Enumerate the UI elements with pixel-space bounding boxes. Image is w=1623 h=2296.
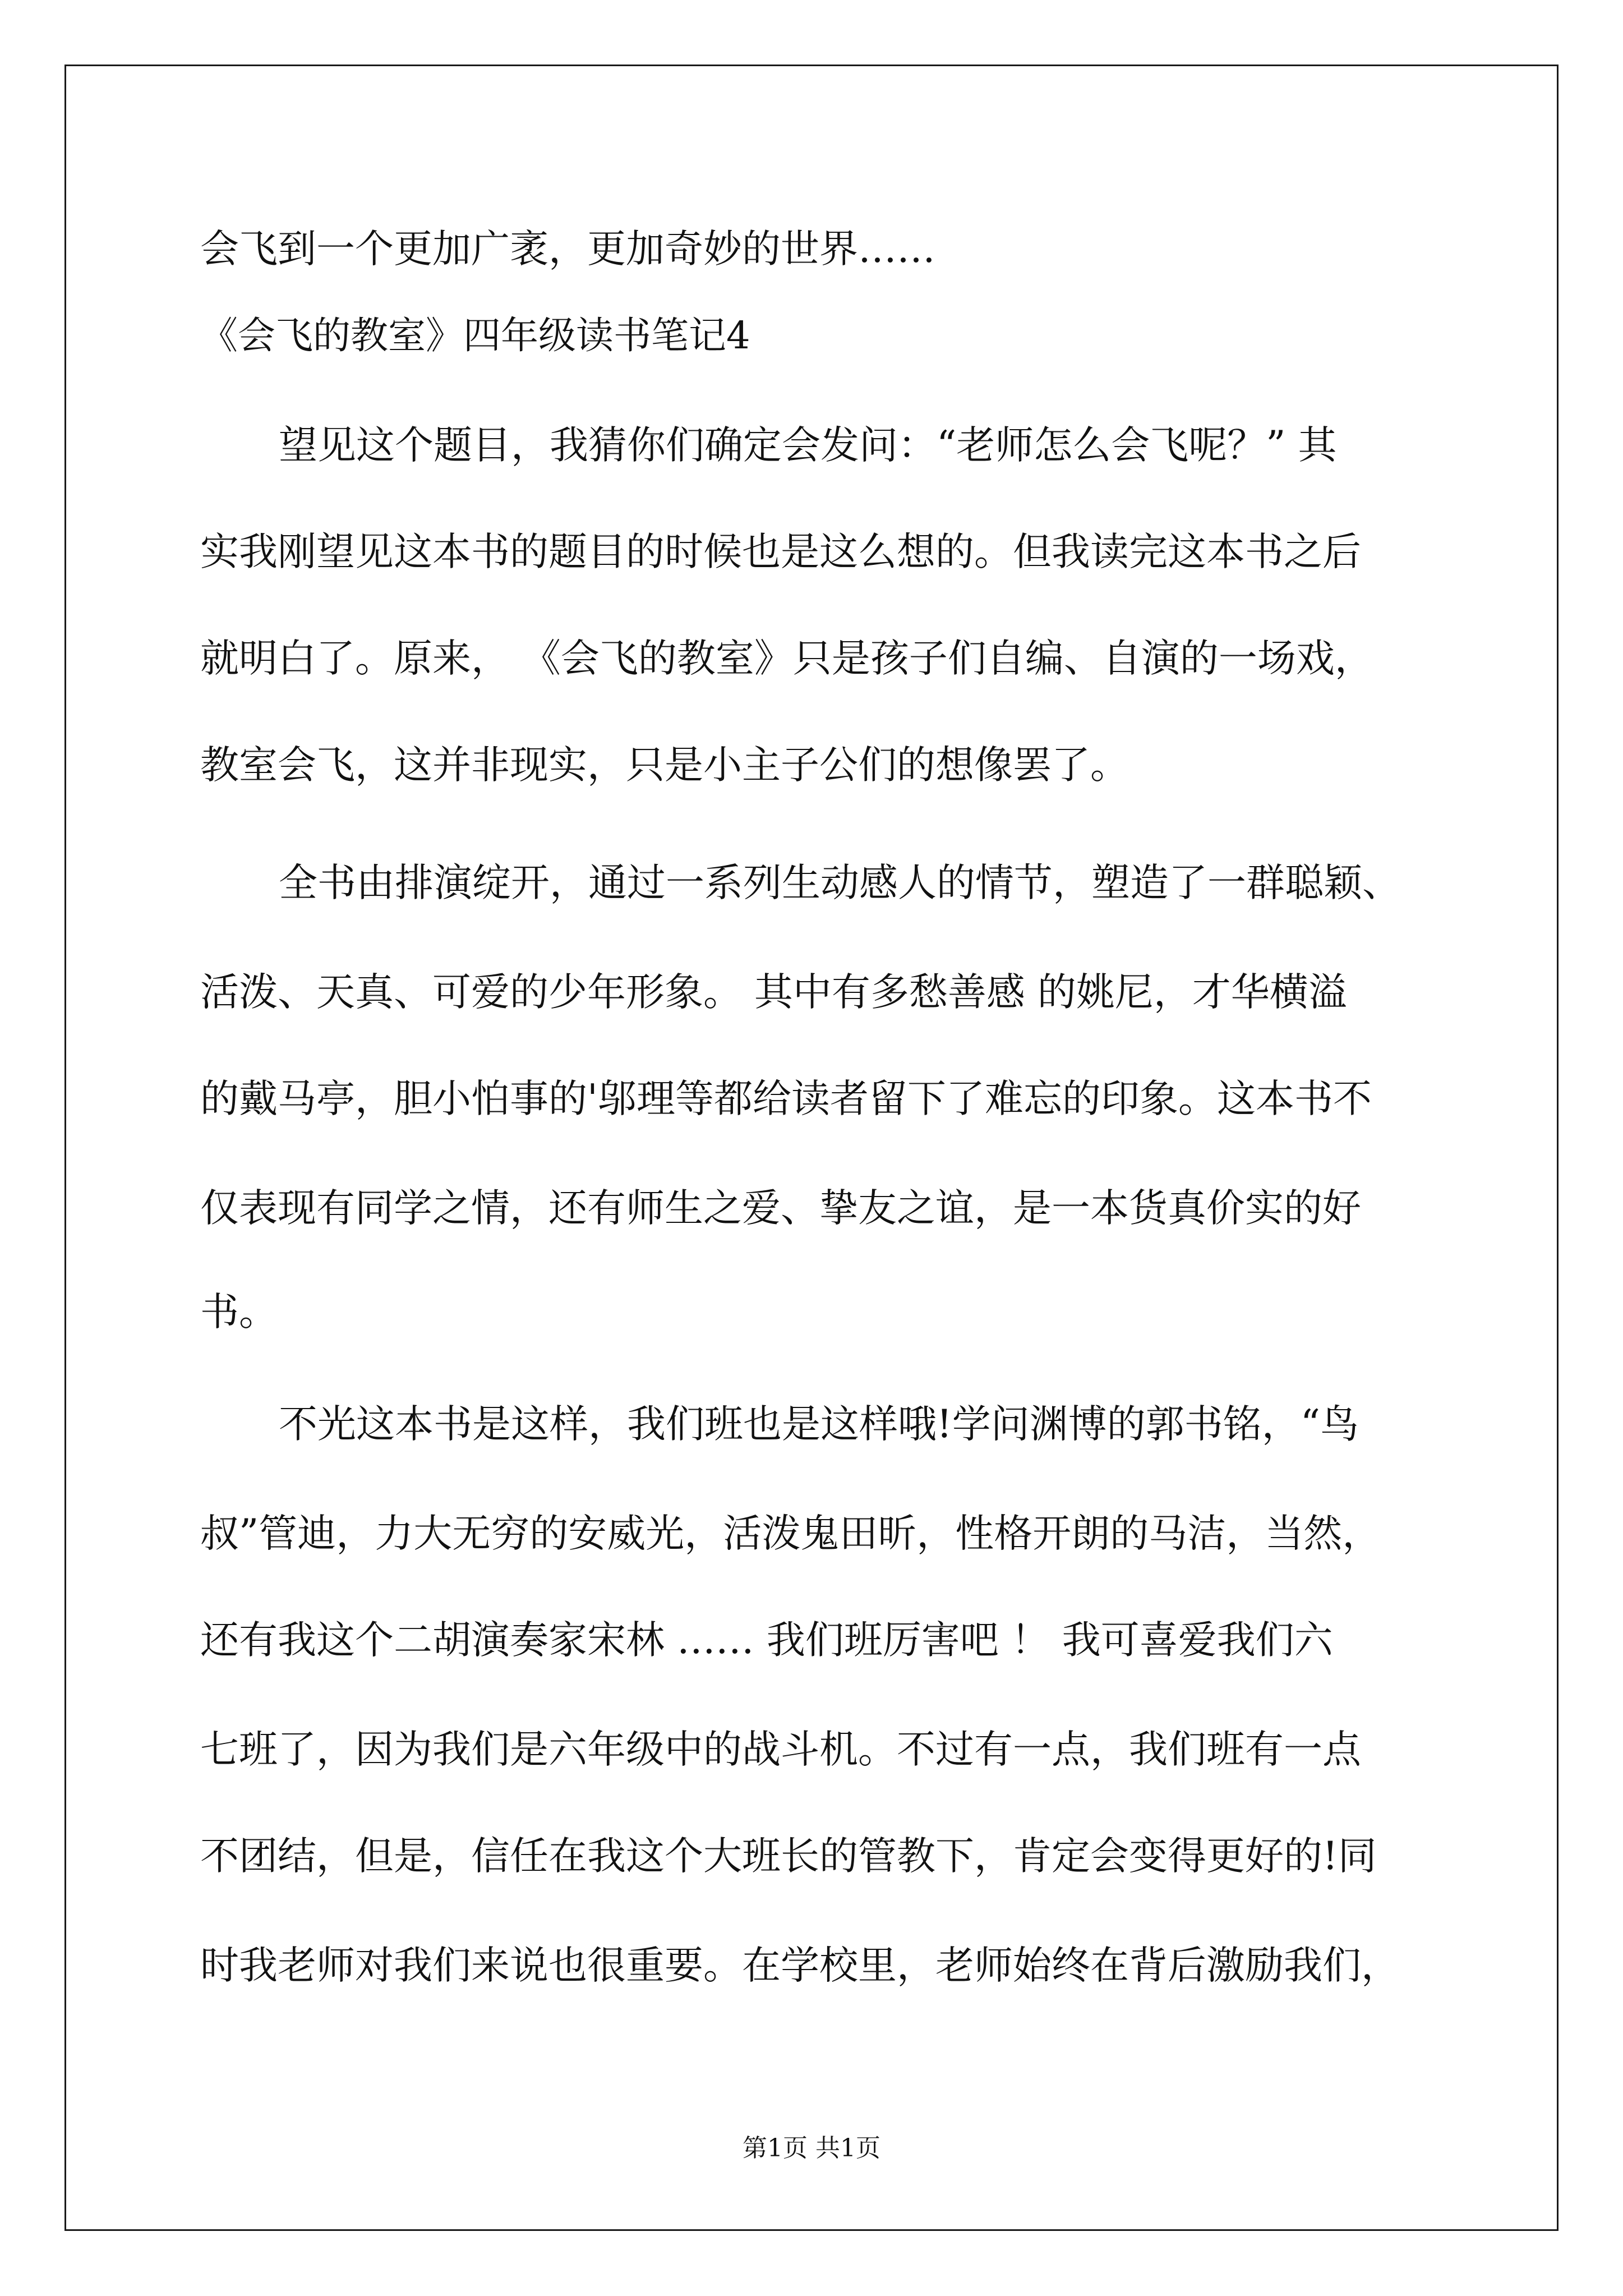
paragraph-1-line-1: 望见这个题目，我猜你们确定会发问：“老师怎么会飞呢？” 其 xyxy=(279,423,1337,468)
page-footer: 第1页 共1页 xyxy=(743,2134,880,2162)
paragraph-2-line-4: 仅表现有同学之情，还有师生之爱、挚友之谊，是一本货真价实的好 xyxy=(200,1186,1361,1231)
paragraph-3-line-4: 七班了，因为我们是六年级中的战斗机。不过有一点，我们班有一点 xyxy=(200,1727,1361,1772)
paragraph-3-line-6: 时我老师对我们来说也很重要。在学校里，老师始终在背后激励我们， xyxy=(200,1943,1400,1988)
paragraph-3-line-3: 还有我这个二胡演奏家宋林 …… 我们班厉害吧 ！ 我可喜爱我们六 xyxy=(200,1618,1333,1663)
paragraph-2-line-3: 的戴马亭，胆小怕事的'邬理等都给读者留下了难忘的印象。这本书不 xyxy=(200,1076,1372,1121)
section-heading: 《会飞的教室》四年级读书笔记4 xyxy=(200,314,750,357)
paragraph-3-line-5: 不团结，但是，信任在我这个大班长的管教下，肯定会变得更好的!同 xyxy=(200,1834,1377,1879)
paragraph-3-line-1: 不光这本书是这样，我们班也是这样哦!学问渊博的郭书铭，“鸟 xyxy=(279,1402,1359,1447)
paragraph-1-line-2: 实我刚望见这本书的题目的时候也是这么想的。但我读完这本书之后 xyxy=(200,530,1361,574)
paragraph-1-line-4: 教室会飞，这并非现实，只是小主子公们的想像罢了。 xyxy=(200,743,1129,788)
paragraph-1-line-3: 就明白了。原来， 《会飞的教室》只是孩子们自编、自演的一场戏， xyxy=(200,636,1373,681)
text-line-continuation: 会飞到一个更加广袤，更加奇妙的世界…… xyxy=(200,227,935,272)
paragraph-2-line-5: 书。 xyxy=(200,1290,278,1335)
paragraph-2-line-1: 全书由排演绽开，通过一系列生动感人的情节，塑造了一群聪颖、 xyxy=(279,861,1401,905)
paragraph-2-line-2: 活泼、天真、可爱的少年形象。 其中有多愁善感 的姚尼，才华横溢 xyxy=(200,970,1347,1015)
paragraph-3-line-2: 叔”管迪，力大无穷的安威光，活泼鬼田昕，性格开朗的马洁，当然， xyxy=(200,1511,1381,1556)
page-border xyxy=(64,65,1559,2231)
